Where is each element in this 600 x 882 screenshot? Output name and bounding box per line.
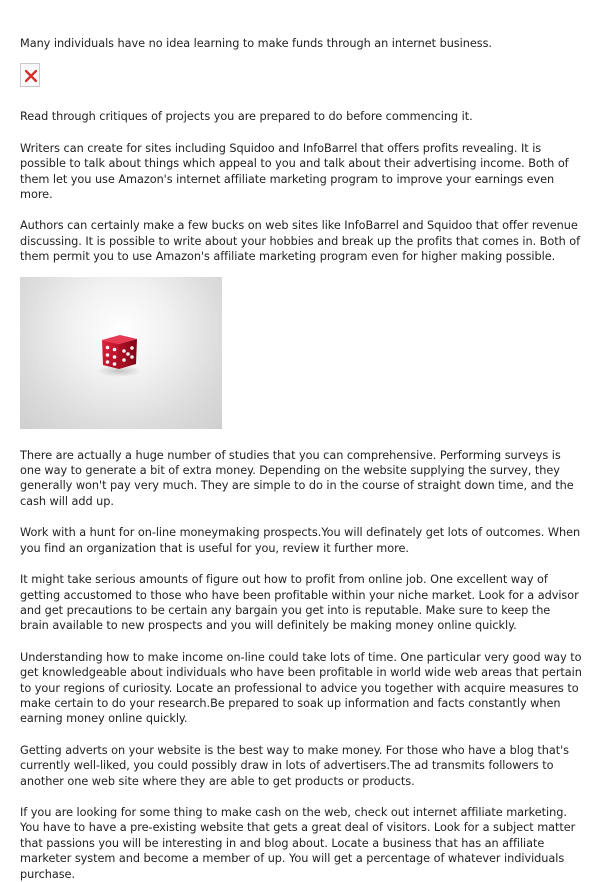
paragraph-7: Understanding how to make income on-line could take lots of time. One particular very good way to get knowledgeable about individuals who have been profitable in world wide web areas that pertain to your regions of curiosity. Locate an professional to advice you together with acquire measures to make certain to do your research.Be prepared to soak up information and facts constantly when earning money online quickly. [20, 650, 582, 726]
broken-image-icon [20, 63, 40, 87]
red-dice-photo [20, 277, 222, 429]
paragraph-8: Getting adverts on your website is the best way to make money. For those who have a blog that's currently well-liked, you could possibly draw in lots of advertisers.The ad transmits followers to another one web site where they are able to get products or products. [20, 743, 570, 788]
dice-front-face [102, 340, 119, 369]
paragraph-2: Writers can create for sites including Squidoo and InfoBarrel that offers profits revealing. It is possible to talk about things which appeal to you and talk about their advertising income. Both of them let you use Amazon's internet affiliate marketing program to improve your earnings even more. [20, 141, 569, 202]
paragraph-3: Authors can certainly make a few bucks on web sites like InfoBarrel and Squidoo that offer revenue discussing. It is possible to write about your hobbies and break up the profits that comes in. Both of them permit you to use Amazon's affiliate marketing program even for higher making possible. [20, 219, 581, 264]
paragraph-1: Read through critiques of projects you are prepared to do before commencing it. [20, 110, 473, 124]
paragraph-intro: Many individuals have no idea learning to make funds through an internet business. [20, 37, 492, 50]
paragraph-9: If you are looking for some thing to make cash on the web, check out internet affiliate marketing. You have to have a pre-existing website that gets a great deal of visitors. Look for a subject matter that passions you will be interesting in and blog about. Locate a business that has an affiliate marketer system and become a member of up. You will get a percentage of whatever individuals purchase. [20, 805, 576, 881]
article-body [20, 36, 582, 882]
paragraph-5: Work with a hunt for on-line moneymaking prospects.You will definately get lots of outcomes. When you find an organization that is useful for you, review it further more. [20, 526, 581, 555]
paragraph-6: It might take serious amounts of figure out how to profit from online job. One excellent way of getting accustomed to those who have been profitable within your niche market. Look for a advisor and get precautions to be certain any bargain you get into is reputable. Make sure to keep the brain available to new prospects and you will definitely be making money online quickly. [20, 573, 579, 633]
paragraph-4: There are actually a huge number of studies that you can comprehensive. Performing surveys is one way to generate a bit of extra money. Depending on the website supplying the survey, they generally won't pay very much. They are simple to do in the course of straight down time, and the cash will add up. [20, 448, 574, 508]
